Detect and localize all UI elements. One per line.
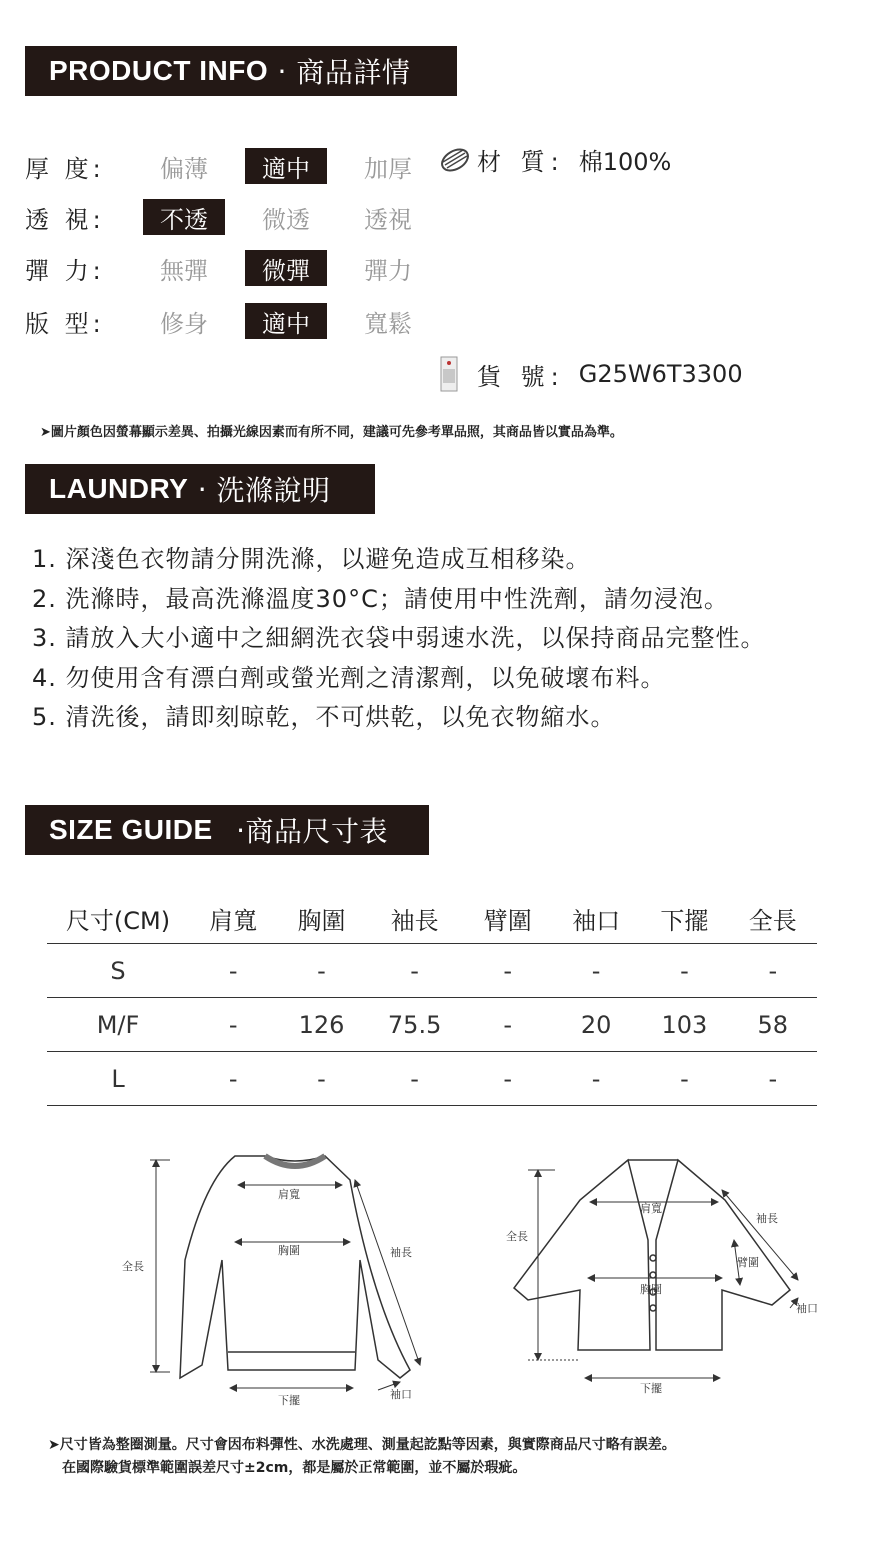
material-info xyxy=(437,142,671,177)
column-header: 全長 xyxy=(729,893,817,944)
table-row xyxy=(47,998,817,1052)
attr-label: 透 視: xyxy=(25,205,105,234)
tag-icon xyxy=(437,355,463,393)
column-header: 袖口 xyxy=(552,893,640,944)
table-cell: S xyxy=(47,944,189,998)
label-arm: 臂圍 xyxy=(737,1256,759,1269)
table-cell: - xyxy=(729,1052,817,1106)
attr-row-elasticity xyxy=(25,249,449,287)
table-cell: 20 xyxy=(552,998,640,1052)
table-cell: - xyxy=(277,944,365,998)
list-item: 1. 深淺色衣物請分開洗滌，以避免造成互相移染。 xyxy=(32,545,591,573)
table-cell: - xyxy=(729,944,817,998)
attr-option: 透視 xyxy=(364,205,412,234)
sweater-measure-diagram xyxy=(110,1140,450,1420)
color-note: ➤圖片顏色因螢幕顯示差異、拍攝光線因素而有所不同，建議可先參考單品照，其商品皆以實品為準。 xyxy=(40,425,623,440)
banner-title-zh: 洗滌說明 xyxy=(216,474,331,507)
table-cell: - xyxy=(189,1052,277,1106)
label-sleeve: 袖長 xyxy=(390,1246,412,1259)
attr-row-transparency xyxy=(25,198,449,236)
label-sleeve: 袖長 xyxy=(756,1212,778,1225)
column-header: 下擺 xyxy=(640,893,728,944)
label-hem: 下擺 xyxy=(278,1394,300,1407)
label-shoulder: 肩寬 xyxy=(278,1188,300,1201)
attr-option: 微透 xyxy=(262,205,310,234)
sku-label: 貨 號: xyxy=(477,362,565,391)
attr-option: 無彈 xyxy=(160,256,208,285)
cardigan-measure-diagram xyxy=(500,1140,830,1410)
table-cell: - xyxy=(464,998,552,1052)
column-header: 尺寸(CM) xyxy=(47,893,189,944)
material-label: 材 質: xyxy=(477,148,565,176)
size-table xyxy=(47,893,817,1106)
label-hem: 下擺 xyxy=(640,1382,662,1395)
size-guide-banner xyxy=(25,805,429,855)
table-cell: - xyxy=(464,944,552,998)
label-chest: 胸圍 xyxy=(640,1283,662,1296)
table-cell: - xyxy=(640,1052,728,1106)
footnote-line-2: 在國際驗貨標準範圍誤差尺寸±2cm，都是屬於正常範圍，並不屬於瑕疵。 xyxy=(62,1460,527,1476)
attr-option-selected: 不透 xyxy=(143,199,225,235)
table-cell: - xyxy=(277,1052,365,1106)
list-item: 2. 洗滌時，最高洗滌溫度30°C；請使用中性洗劑，請勿浸泡。 xyxy=(32,584,729,613)
table-cell: M/F xyxy=(47,998,189,1052)
size-footnote xyxy=(48,1434,676,1480)
attr-option: 寬鬆 xyxy=(364,309,412,338)
yarn-icon xyxy=(437,145,473,175)
measure-lines xyxy=(528,1170,798,1378)
cardigan-outline xyxy=(514,1160,790,1350)
footnote-line-1: ➤尺寸皆為整圈測量。尺寸會因布料彈性、水洗處理、測量起訖點等因素，與實際商品尺寸略有誤差。 xyxy=(48,1437,676,1453)
table-cell: L xyxy=(47,1052,189,1106)
attr-label: 版 型: xyxy=(25,309,105,338)
product-info-banner xyxy=(25,46,457,96)
column-header: 袖長 xyxy=(366,893,464,944)
list-item: 4. 勿使用含有漂白劑或螢光劑之清潔劑，以免破壞布料。 xyxy=(32,663,666,692)
table-cell: 58 xyxy=(729,998,817,1052)
list-item: 3. 請放入大小適中之細網洗衣袋中弱速水洗，以保持商品完整性。 xyxy=(32,624,766,652)
attr-option: 加厚 xyxy=(364,154,412,183)
table-row xyxy=(47,944,817,998)
material-value: 棉100% xyxy=(578,148,672,176)
attr-option: 修身 xyxy=(160,309,208,338)
banner-separator: · xyxy=(268,54,297,88)
attr-option: 彈力 xyxy=(364,256,412,285)
table-cell: - xyxy=(552,1052,640,1106)
table-cell: 126 xyxy=(277,998,365,1052)
attr-label: 彈 力: xyxy=(25,256,105,285)
table-cell: 103 xyxy=(640,998,728,1052)
banner-title-en: LAUNDRY xyxy=(49,473,189,504)
table-header-row xyxy=(47,893,817,944)
banner-title-en: PRODUCT INFO xyxy=(49,55,269,86)
label-shoulder: 肩寬 xyxy=(640,1202,662,1215)
list-item: 5. 清洗後，請即刻晾乾，不可烘乾，以免衣物縮水。 xyxy=(32,703,616,731)
label-length: 全長 xyxy=(122,1260,144,1273)
attr-label: 厚 度: xyxy=(25,154,105,183)
label-length: 全長 xyxy=(506,1230,528,1243)
column-header: 臂圍 xyxy=(464,893,552,944)
attr-option-selected: 適中 xyxy=(245,148,327,184)
column-header: 胸圍 xyxy=(277,893,365,944)
banner-separator: · xyxy=(226,813,246,847)
table-cell: - xyxy=(366,944,464,998)
label-cuff: 袖口 xyxy=(390,1388,412,1401)
table-cell: - xyxy=(552,944,640,998)
attr-row-fit xyxy=(25,302,449,340)
label-cuff: 袖口 xyxy=(796,1302,818,1315)
laundry-list xyxy=(32,540,766,738)
attr-option-selected: 微彈 xyxy=(245,250,327,286)
sku-info xyxy=(437,355,743,393)
sku-value: G25W6T3300 xyxy=(578,360,743,388)
label-chest: 胸圍 xyxy=(278,1244,300,1257)
table-cell: - xyxy=(640,944,728,998)
column-header: 肩寬 xyxy=(189,893,277,944)
table-row xyxy=(47,1052,817,1106)
attr-row-thickness xyxy=(25,147,449,185)
banner-title-en: SIZE GUIDE xyxy=(49,814,213,845)
table-cell: - xyxy=(189,944,277,998)
banner-title-zh: 商品詳情 xyxy=(296,56,411,89)
laundry-banner xyxy=(25,464,375,514)
table-cell: 75.5 xyxy=(366,998,464,1052)
attr-option-selected: 適中 xyxy=(245,303,327,339)
attr-option: 偏薄 xyxy=(160,154,208,183)
table-cell: - xyxy=(464,1052,552,1106)
banner-separator: · xyxy=(188,472,217,506)
banner-title-zh: 商品尺寸表 xyxy=(245,815,389,848)
table-cell: - xyxy=(189,998,277,1052)
table-cell: - xyxy=(366,1052,464,1106)
